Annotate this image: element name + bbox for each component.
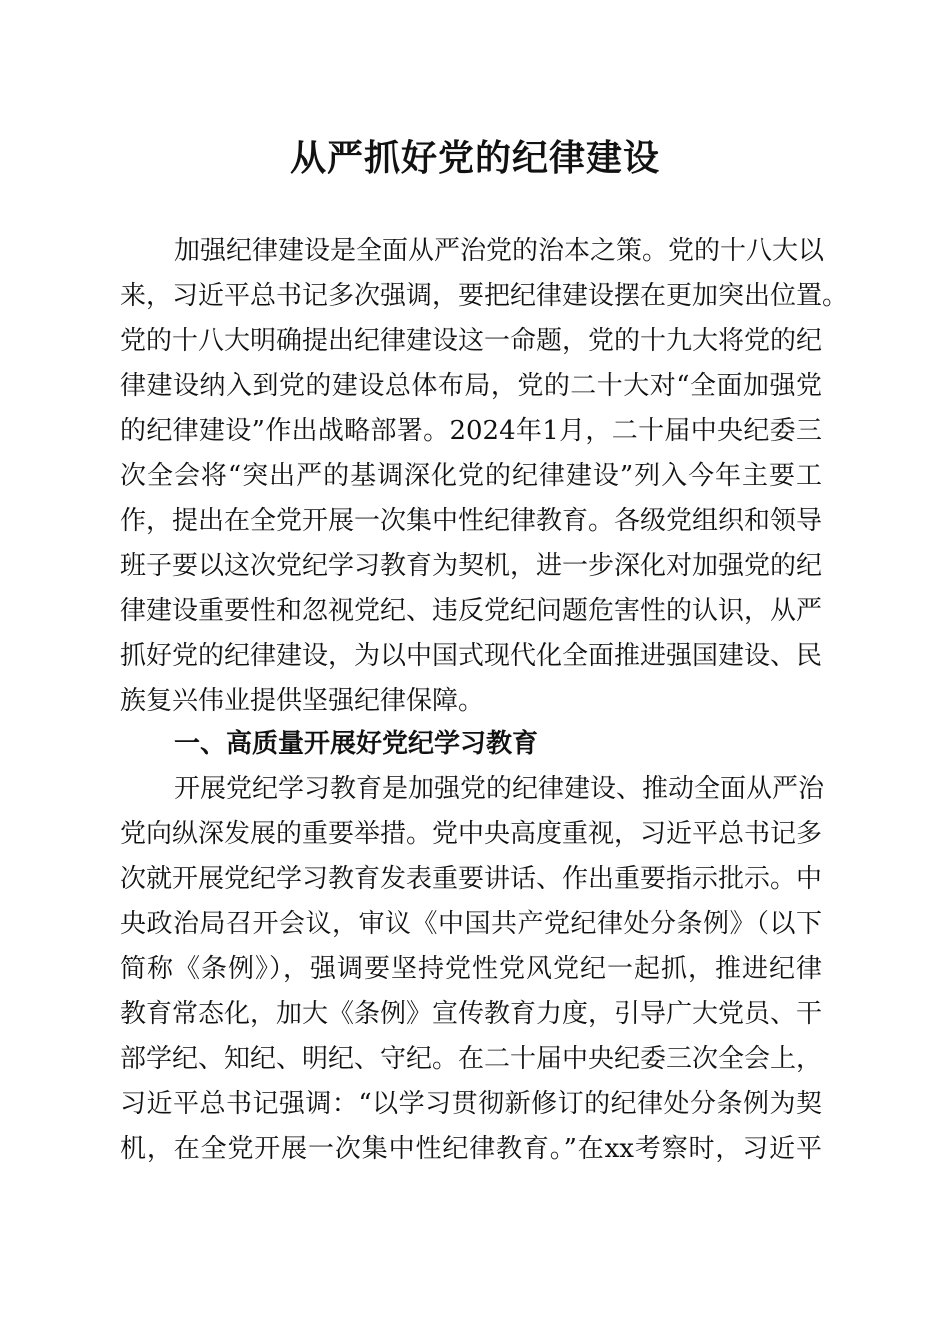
text-line: 机，在全党开展一次集中性纪律教育。”在xx考察时，习近平 xyxy=(120,1134,822,1164)
text-line: 来，习近平总书记多次强调，要把纪律建设摆在更加突出位置。 xyxy=(120,281,849,311)
text-line: 习近平总书记强调：“以学习贯彻新修订的纪律处分条例为契 xyxy=(120,1089,822,1119)
text-line: 简称《条例》），强调要坚持党性党风党纪一起抓，推进纪律 xyxy=(120,954,822,984)
text-line: 加强纪律建设是全面从严治党的治本之策。党的十八大以 xyxy=(174,236,825,266)
text-line: 教育常态化，加大《条例》宣传教育力度，引导广大党员、干 xyxy=(120,999,823,1029)
text-line: 班子要以这次党纪学习教育为契机，进一步深化对加强党的纪 xyxy=(120,551,823,581)
text-line: 开展党纪学习教育是加强党的纪律建设、推动全面从严治 xyxy=(174,774,825,804)
text-line: 族复兴伟业提供坚强纪律保障。 xyxy=(120,686,485,716)
text-line: 部学纪、知纪、明纪、守纪。在二十届中央纪委三次全会上， xyxy=(120,1044,823,1074)
text-line: 律建设重要性和忽视党纪、违反党纪问题危害性的认识，从严 xyxy=(120,596,823,626)
text-line: 抓好党的纪律建设，为以中国式现代化全面推进强国建设、民 xyxy=(120,641,823,671)
text-line: 党的十八大明确提出纪律建设这一命题，党的十九大将党的纪 xyxy=(120,326,823,356)
paragraph-intro xyxy=(120,229,849,724)
text-line: 律建设纳入到党的建设总体布局，党的二十大对“全面加强党 xyxy=(120,371,822,401)
text-line: 党向纵深发展的重要举措。党中央高度重视，习近平总书记多 xyxy=(120,819,823,849)
paragraph-section-1 xyxy=(120,767,825,1172)
text-line: 央政治局召开会议，审议《中国共产党纪律处分条例》（以下 xyxy=(120,909,822,939)
document-title: 从严抓好党的纪律建设 xyxy=(289,137,660,179)
text-line: 次就开展党纪学习教育发表重要讲话、作出重要指示批示。中 xyxy=(120,864,823,894)
text-line: 作，提出在全党开展一次集中性纪律教育。各级党组织和领导 xyxy=(120,506,823,536)
text-line: 的纪律建设”作出战略部署。2024年1月，二十届中央纪委三 xyxy=(120,416,822,446)
section-heading-1: 一、高质量开展好党纪学习教育 xyxy=(174,729,539,759)
text-line: 次全会将“突出严的基调深化党的纪律建设”列入今年主要工 xyxy=(120,461,822,491)
